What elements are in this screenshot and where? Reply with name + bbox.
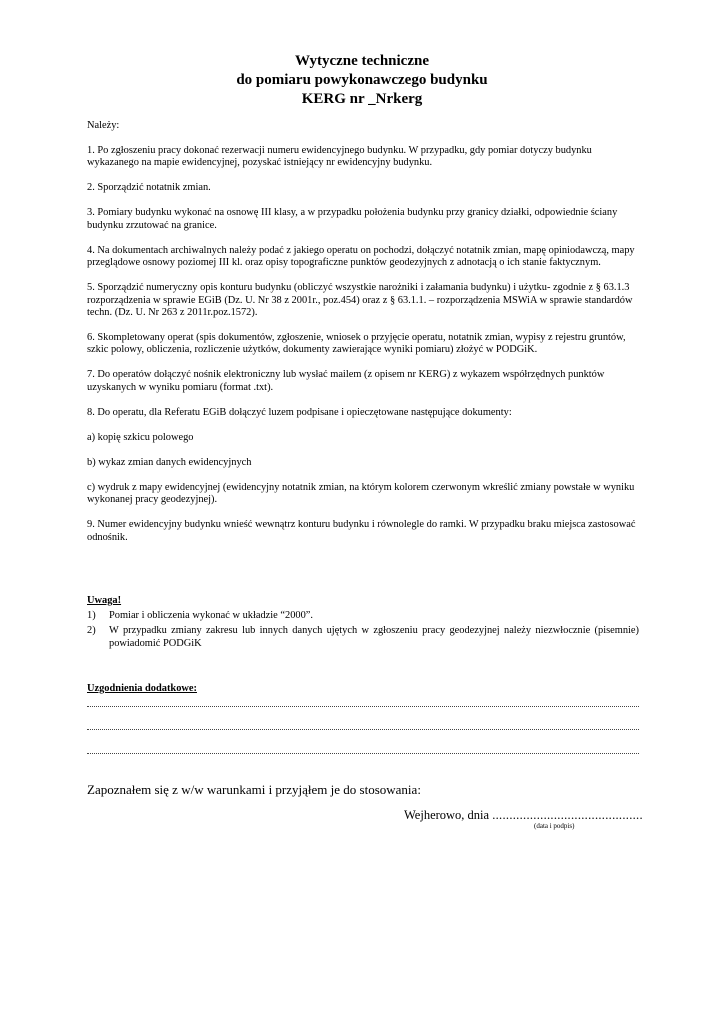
instruction-item-8b: b) wykaz zmian danych ewidencyjnych: [87, 456, 252, 468]
uwaga-point-number: 2): [87, 625, 96, 637]
uwaga-point-text: Pomiar i obliczenia wykonać w układzie “2000”.: [109, 610, 313, 621]
instruction-item-2: 2. Sporządzić notatnik zmian.: [87, 182, 211, 194]
instruction-item-8c: c) wydruk z mapy ewidencyjnej (ewidencyjny notatnik zmian, na którym kolorem czerwonym wkreślić zmiany powstałe w wyniku wykonanej pracy geodezyjnej).: [87, 481, 635, 506]
title-line-1: Wytyczne techniczne: [295, 53, 429, 69]
instruction-item-3: 3. Pomiary budynku wykonać na osnowę III klasy, a w przypadku położenia budynku przy granicy działki, odpowiednie ściany budynku zrzutować na granice.: [87, 207, 618, 231]
uwaga-list: [87, 610, 639, 653]
uwaga-point-text: W przypadku zmiany zakresu lub innych danych ujętych w zgłoszeniu pracy geodezyjnej należy niezwłocznie (pisemnie) powiadomić PODGiK: [109, 625, 639, 649]
instruction-item-1: 1. Po zgłoszeniu pracy dokonać rezerwacji numeru ewidencyjnego budynku. W przypadku, gdy pomiar dotyczy budynku wykazanego na mapie ewidencyjnej, pozyskać istniejący nr ewidencyjny budynku.: [87, 145, 592, 169]
uzgodnienia-line-3: [87, 753, 639, 754]
intro-text: Należy:: [87, 120, 120, 131]
uwaga-point-number: 1): [87, 610, 96, 621]
place-date-label: Wejherowo, dnia: [404, 808, 490, 822]
instruction-item-5: 5. Sporządzić numeryczny opis konturu budynku (obliczyć wszystkie narożniki i załamania budynku) i użytku- zgodnie z § 63.1.3 rozporządzenia w sprawie EGiB (Dz. U. Nr 38 z 2001r., poz.454) oraz z § 63.1.1. – rozporządzenia MSWiA w sprawie standardów techn. (Dz. U. Nr 263 z 2011r.poz.1572).: [87, 282, 633, 319]
uzgodnienia-heading: Uzgodnienia dodatkowe:: [87, 683, 197, 694]
instructions-body: [87, 120, 639, 557]
instruction-item-8a: a) kopię szkicu polowego: [87, 431, 194, 443]
instruction-item-4: 4. Na dokumentach archiwalnych należy podać z jakiego operatu on pochodzi, dołączyć notatnik zmian, mapę opiniodawczą, mapy przeglądowe osnowy poziomej III kl. oraz opisy topograficzne punktów geodezyjnych z adnotacją o ich stanie faktycznym.: [87, 244, 635, 269]
place-date-line: [404, 808, 643, 823]
place-date-dots: ............................................: [492, 808, 643, 822]
instruction-item-9: 9. Numer ewidencyjny budynku wnieść wewnątrz konturu budynku i równolegle do ramki. W przypadku braku miejsca zastosować odnośnik.: [87, 519, 636, 543]
title-line-3: KERG nr _Nrkerg: [301, 91, 423, 107]
instruction-item-7: 7. Do operatów dołączyć nośnik elektroniczny lub wysłać mailem (z opisem nr KERG) z wykazem współrzędnych punktów uzyskanych w wyniku pomiaru (format .txt).: [87, 369, 605, 393]
title-line-2: do pomiaru powykonawczego budynku: [236, 72, 488, 88]
instruction-item-8: 8. Do operatu, dla Referatu EGiB dołączyć luzem podpisane i opieczętowane następujące dokumenty:: [87, 406, 512, 418]
uwaga-heading: Uwaga!: [87, 595, 122, 606]
instruction-item-6: 6. Skompletowany operat (spis dokumentów, zgłoszenie, wniosek o przyjęcie operatu, notatnik zmian, wypisy z rejestru gruntów, szkic polowy, obliczenia, rozliczenie użytków, dokumenty zawierające wyniki pomiaru) złożyć w PODGiK.: [87, 332, 626, 356]
uwaga-point: [87, 625, 639, 650]
document-title: [0, 52, 724, 109]
uzgodnienia-line-1: [87, 706, 639, 707]
acknowledgement-text: Zapoznałem się z w/w warunkami i przyjąłem je do stosowania:: [87, 782, 421, 797]
uwaga-point: [87, 610, 639, 622]
uzgodnienia-line-2: [87, 729, 639, 730]
signature-caption: (data i podpis): [534, 822, 575, 830]
